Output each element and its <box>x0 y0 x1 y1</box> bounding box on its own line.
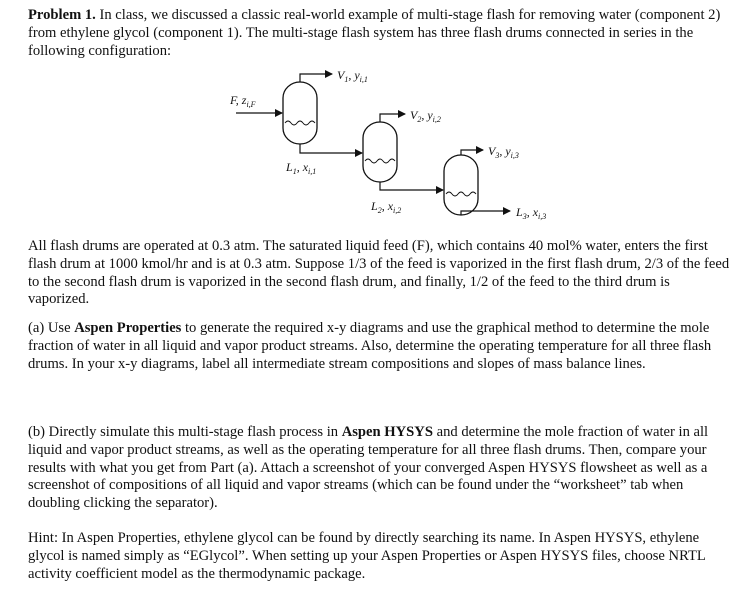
vapor-3-label: $V_3$, $y_{i,3}$ <box>488 144 519 160</box>
liquid-stream-1 <box>300 144 362 153</box>
vapor-1-label: $V_1$, $y_{i,1}$ <box>337 68 368 84</box>
hint: Hint: In Aspen Properties, ethylene glycol can be found by directly searching its name. In Aspen HYSYS, ethylene glycol is named simply as “EGlycol”. When setting up your Aspen Properties or Aspen HYSYS files, choose NRTL activity coefficient model as the thermodynamic package. <box>28 530 706 582</box>
vapor-stream-3 <box>461 150 483 155</box>
liquid-3-label: $L_3$, $x_{i,3}$ <box>516 205 547 221</box>
liquid-1-label: $L_1$, $x_{i,1}$ <box>286 160 317 176</box>
part-b-software: Aspen HYSYS <box>341 424 433 440</box>
flash-drum-diagram <box>0 0 755 235</box>
flash-drum-3 <box>444 155 478 215</box>
vapor-stream-1 <box>300 74 332 82</box>
feed-label: F, $z_{i,F}$ <box>230 93 256 109</box>
problem-description: All flash drums are operated at 0.3 atm. The saturated liquid feed (F), which contains 40 mol% water, enters the first flash drum at 1000 kmol/hr and is at 0.3 atm. Suppose 1/3 of the feed is vaporized in the first flash drum, 2/3 of the feed to the second flash drum is vaporized in the second flash drum, and finally, 1/2 of the feed to the third drum is vaporized. <box>28 238 730 308</box>
part-a-software: Aspen Properties <box>74 320 182 336</box>
part-a: (a) Use Aspen Properties to generate the required x-y diagrams and use the graphical method to determine the mole fraction of water in all liquid and vapor product streams. Also, determine the operating temperature for all three flash drums. In your x-y diagrams, label all intermediate stream compositions and slopes of mass balance lines. <box>28 320 712 372</box>
flash-drum-2 <box>363 122 397 182</box>
part-b: (b) Directly simulate this multi-stage flash process in Aspen HYSYS and determine the mole fraction of water in all liquid and vapor product streams, as well as the operating temperature for all three flash drums. Then, compare your results with what you get from Part (a). Attach a screenshot of your converged Aspen HYSYS flowsheet as well as a screenshot of compositions of all liquid and vapor streams (which can be found under the “worksheet” tab when doubling clicking the separator). <box>28 424 709 512</box>
problem-label: Problem 1. <box>28 7 96 23</box>
liquid-2-label: $L_2$, $x_{i,2}$ <box>371 199 402 215</box>
vapor-2-label: $V_2$, $y_{i,2}$ <box>410 108 441 124</box>
liquid-stream-2 <box>380 182 443 190</box>
vapor-stream-2 <box>380 114 405 122</box>
problem-intro-text: In class, we discussed a classic real-world example of multi-stage flash for removing water (component 2) from ethylene glycol (component 1). The multi-stage flash system has three flash drums connected in series in the following configuration: <box>28 7 721 59</box>
flash-drum-1 <box>283 82 317 144</box>
